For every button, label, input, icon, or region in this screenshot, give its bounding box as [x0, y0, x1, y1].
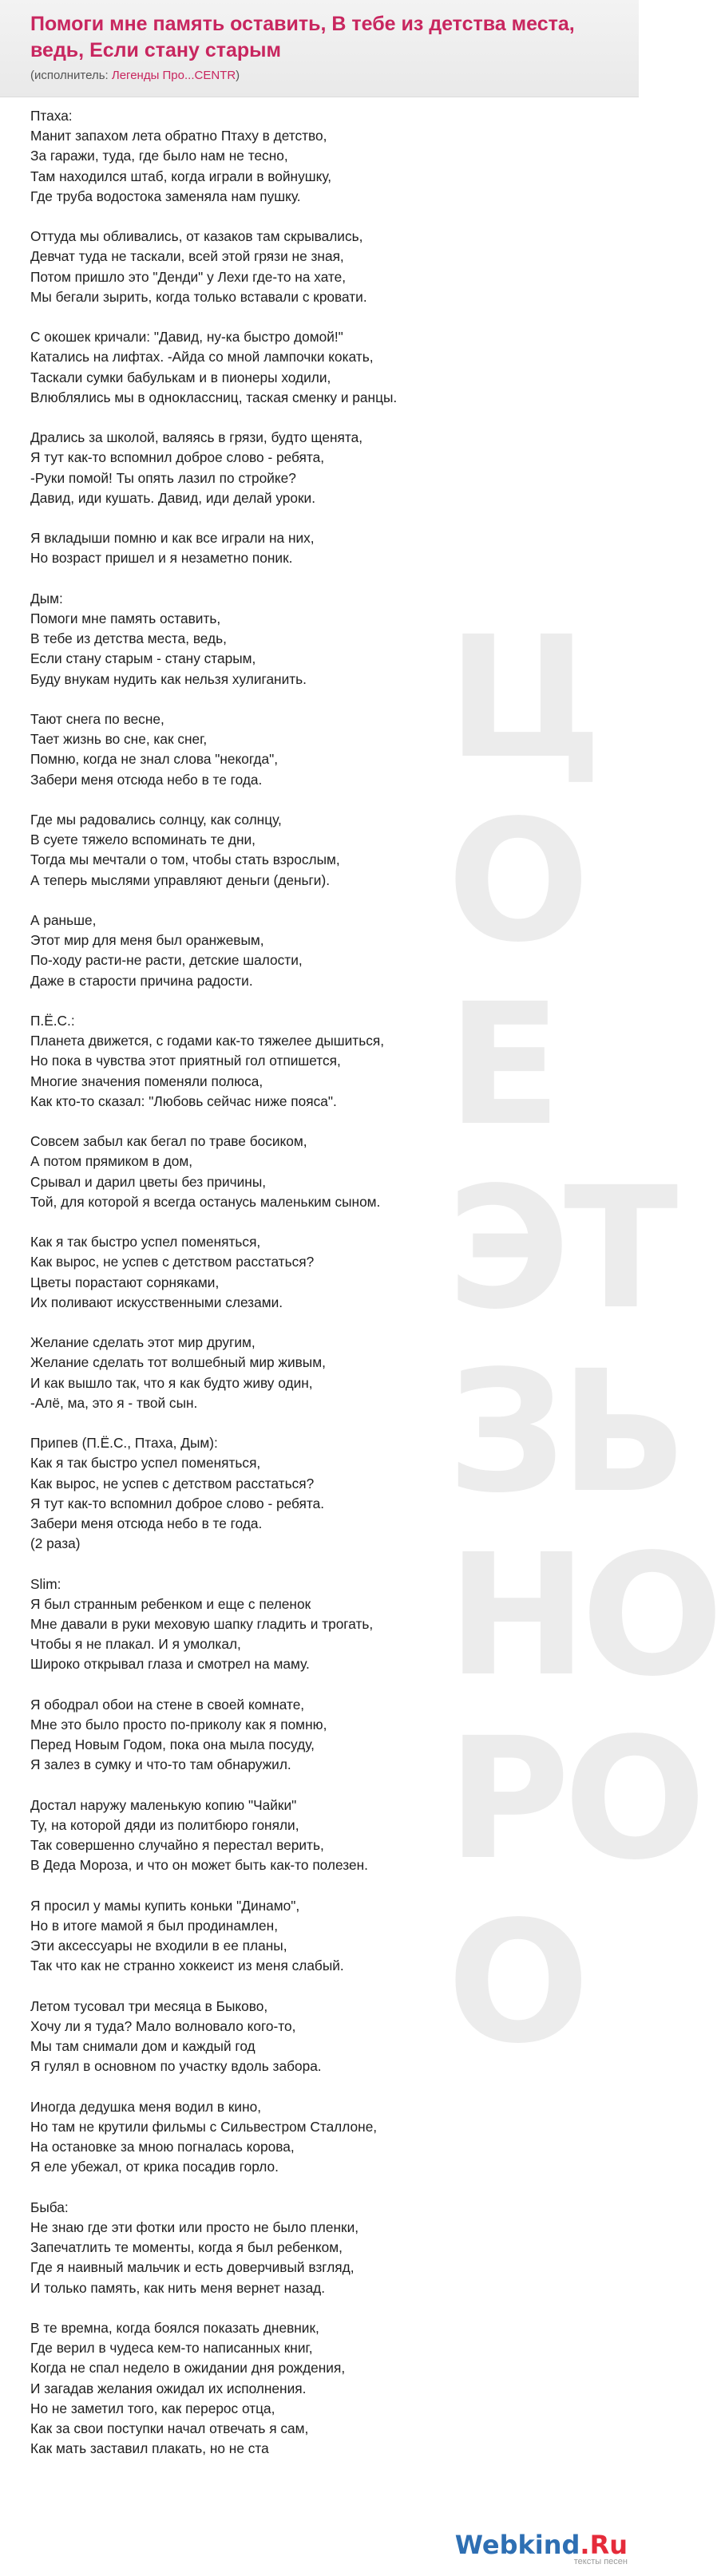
lyric-line: Влюблялись мы в одноклассниц, таская сменку и ранцы. — [30, 389, 398, 405]
lyric-line — [30, 689, 605, 709]
lyric-line: (2 раза) — [30, 1535, 81, 1552]
lyric-line: Манит запахом лета обратно Птаху в детство, — [30, 128, 327, 144]
lyric-line: И только память, как нить меня вернет назад. — [30, 2279, 326, 2296]
lyric-line: Дым: — [30, 590, 63, 606]
lyric-line: Я ободрал обои на стене в своей комнате, — [30, 1696, 305, 1713]
performer-prefix: (исполнитель: — [30, 69, 112, 82]
lyric-line: Я был странным ребенком и еще с пеленок — [30, 1595, 311, 1612]
lyric-line: -Руки помой! Ты опять лазил по стройке? — [30, 469, 296, 486]
lyric-line: Но пока в чувства этот приятный гол отпишется, — [30, 1053, 341, 1069]
lyric-line — [30, 991, 605, 1011]
lyric-line: Забери меня отсюда небо в те года. — [30, 771, 263, 788]
lyric-line: Девчат туда не таскали, всей этой грязи не зная, — [30, 248, 344, 265]
lyric-line: Но там не крутили фильмы с Сильвестром Сталлоне, — [30, 2119, 378, 2135]
lyric-line: Этот мир для меня был оранжевым, — [30, 932, 264, 949]
lyric-line: Цветы порастают сорняками, — [30, 1274, 220, 1290]
performer-line — [30, 69, 608, 82]
lyric-line — [30, 1413, 605, 1433]
lyric-line: Я тут как-то вспомнил доброе слово - ребята, — [30, 449, 325, 466]
lyric-line: Птаха: — [30, 108, 73, 124]
logo-subtitle: тексты песен — [573, 2557, 628, 2566]
lyric-line: А потом прямиком в дом, — [30, 1153, 193, 1170]
lyric-line — [30, 1554, 605, 1574]
lyric-line: Запечатлить те моменты, когда я был ребенком, — [30, 2239, 343, 2256]
lyric-line: Если стану старым - стану старым, — [30, 650, 256, 667]
lyric-line: Чтобы я не плакал. И я умолкал, — [30, 1636, 241, 1653]
logo-tld: .Ru — [580, 2530, 628, 2560]
lyric-line — [30, 1212, 605, 1232]
lyric-line: Но в итоге мамой я был продинамлен, — [30, 1918, 279, 1934]
lyric-line: Той, для которой я всегда останусь маленьким сыном. — [30, 1193, 381, 1210]
lyric-line: Достал наружу маленькую копию "Чайки" — [30, 1796, 297, 1813]
lyric-line: Как я так быстро успел поменяться, — [30, 1455, 261, 1472]
lyric-line: Как мать заставил плакать, но не ста — [30, 2440, 269, 2457]
lyric-line — [30, 1977, 605, 1997]
lyric-line: Так совершенно случайно я перестал верить, — [30, 1837, 324, 1854]
lyric-line — [30, 891, 605, 911]
lyric-line: Как за свои поступки начал отвечать я сам, — [30, 2420, 309, 2437]
lyric-line: По-ходу расти-не расти, детские шалости, — [30, 952, 303, 969]
lyric-line: Катались на лифтах. -Айда со мной лампочки кокать, — [30, 349, 374, 365]
lyric-line: А теперь мыслями управляют деньги (деньги). — [30, 871, 331, 888]
lyric-line — [30, 2298, 605, 2318]
lyric-line: Срывал и дарил цветы без причины, — [30, 1173, 267, 1190]
logo-main: Webkind — [454, 2530, 580, 2560]
lyric-line: Перед Новым Годом, пока она мыла посуду, — [30, 1736, 315, 1753]
lyric-line: С окошек кричали: "Давид, ну-ка быстро домой!" — [30, 329, 343, 346]
lyric-line: Их поливают искусственными слезами. — [30, 1294, 283, 1310]
lyric-line: Мы бегали зырить, когда только вставали с кровати. — [30, 288, 367, 305]
lyric-line: Таскали сумки бабулькам и в пионеры ходили, — [30, 369, 331, 385]
lyric-line — [30, 307, 605, 327]
lyric-line: Мы там снимали дом и каждый год — [30, 2038, 256, 2055]
lyric-line: Я тут как-то вспомнил доброе слово - ребята. — [30, 1495, 325, 1511]
lyric-line — [30, 1776, 605, 1796]
lyric-line: Как вырос, не успев с детством расстаться? — [30, 1254, 315, 1270]
lyric-line: Желание сделать этот мир другим, — [30, 1334, 256, 1351]
lyric-line: Я гулял в основном по участку вдоль забора. — [30, 2058, 322, 2075]
lyric-line: Где я наивный мальчик и есть доверчивый взгляд, — [30, 2259, 355, 2276]
lyric-line: Потом пришло это "Денди" у Лехи где-то на хате, — [30, 268, 347, 285]
lyric-line: Совсем забыл как бегал по траве босиком, — [30, 1133, 307, 1150]
lyric-line — [30, 2077, 605, 2097]
lyric-line: Летом тусовал три месяца в Быково, — [30, 1997, 268, 2014]
lyric-line: Я вкладыши помню и как все играли на них, — [30, 530, 315, 547]
lyric-line: Тают снега по весне, — [30, 711, 164, 727]
lyric-line: Мне это было просто по-приколу как я помню, — [30, 1717, 327, 1733]
lyric-line — [30, 2178, 605, 2198]
lyric-line: В те времна, когда боялся показать дневник, — [30, 2320, 319, 2337]
lyric-line: Даже в старости причина радости. — [30, 972, 253, 989]
lyric-line: И загадав желания ожидал их исполнения. — [30, 2380, 307, 2396]
lyric-line — [30, 569, 605, 589]
lyric-line: Ту, на которой дяди из политбюро гоняли, — [30, 1817, 299, 1834]
lyric-line: Я еле убежал, от крика посадив горло. — [30, 2159, 279, 2175]
lyric-line: Где верил в чудеса кем-то написанных книг, — [30, 2340, 313, 2357]
lyric-line: Так что как не странно хоккеист из меня слабый. — [30, 1958, 344, 1974]
lyric-line: Планета движется, с годами как-то тяжелее дышиться, — [30, 1033, 385, 1049]
lyric-line: Тогда мы мечтали о том, чтобы стать взрослым, — [30, 851, 340, 868]
lyric-line — [30, 207, 605, 227]
lyric-line — [30, 508, 605, 528]
lyric-line — [30, 1313, 605, 1333]
lyric-line: Забери меня отсюда небо в те года. — [30, 1515, 263, 1532]
lyric-line — [30, 1876, 605, 1896]
lyric-line: Припев (П.Ё.С., Птаха, Дым): — [30, 1435, 218, 1452]
lyric-line: Я залез в сумку и что-то там обнаружил. — [30, 1756, 291, 1773]
lyric-line: А раньше, — [30, 912, 97, 928]
lyric-line: Иногда дедушка меня водил в кино, — [30, 2098, 262, 2115]
lyric-line: Где мы радовались солнцу, как солнцу, — [30, 812, 282, 828]
lyric-line: Помоги мне память оставить, — [30, 610, 221, 626]
lyrics-text — [30, 106, 605, 2459]
lyric-line: -Алё, ма, это я - твой сын. — [30, 1394, 198, 1411]
lyric-line: В тебе из детства места, ведь, — [30, 630, 227, 647]
lyric-line: Буду внукам нудить как нельзя хулиганить. — [30, 670, 307, 687]
lyric-line: Как я так быстро успел поменяться, — [30, 1234, 261, 1250]
lyric-line — [30, 790, 605, 810]
lyric-line: Оттуда мы обливались, от казаков там скрывались, — [30, 228, 363, 245]
page-header — [0, 0, 639, 97]
lyric-line: Быба: — [30, 2199, 69, 2215]
lyric-line: Там находился штаб, когда играли в войнушку, — [30, 168, 332, 184]
lyric-line: П.Ё.С.: — [30, 1013, 75, 1029]
lyric-line: Помню, когда не знал слова "некогда", — [30, 751, 279, 768]
lyric-line: Как вырос, не успев с детством расстаться? — [30, 1475, 315, 1491]
lyric-line: Где труба водостока заменяла нам пушку. — [30, 188, 301, 204]
lyric-line: Как кто-то сказал: "Любовь сейчас ниже пояса". — [30, 1092, 337, 1109]
lyric-line: И как вышло так, что я как будто живу один, — [30, 1374, 313, 1391]
lyric-line: На остановке за мною погналась корова, — [30, 2139, 295, 2155]
lyric-line: Широко открывал глаза и смотрел на маму. — [30, 1656, 310, 1673]
lyric-line: Давид, иди кушать. Давид, иди делай уроки. — [30, 489, 316, 506]
lyric-line: Когда не спал недело в ожидании дня рождения, — [30, 2360, 346, 2376]
performer-link[interactable]: Легенды Про...CENTR — [111, 69, 236, 82]
lyric-line — [30, 1675, 605, 1695]
lyric-line: Не знаю где эти фотки или просто не было пленки, — [30, 2219, 359, 2236]
lyric-line: Тает жизнь во сне, как снег, — [30, 731, 208, 748]
lyric-line — [30, 1112, 605, 1132]
lyric-line: За гаражи, туда, где было нам не тесно, — [30, 148, 288, 164]
lyric-line: Slim: — [30, 1575, 61, 1592]
song-title: Помоги мне память оставить, В тебе из детства места, ведь, Если стану старым — [30, 13, 575, 61]
lyric-line: Я просил у мамы купить коньки "Динамо", — [30, 1897, 300, 1914]
lyric-line: В суете тяжело вспоминать те дни, — [30, 832, 256, 848]
lyric-line: Эти аксессуары не входили в ее планы, — [30, 1938, 287, 1954]
lyric-line: Мне давали в руки меховую шапку гладить и трогать, — [30, 1616, 374, 1633]
performer-suffix: ) — [236, 69, 240, 82]
lyric-line: Но не заметил того, как перерос отца, — [30, 2400, 275, 2416]
lyric-line: Дрались за школой, валяясь в грязи, будто щенята, — [30, 429, 362, 446]
lyric-line — [30, 408, 605, 428]
lyric-line: Но возраст пришел и я незаметно поник. — [30, 550, 293, 567]
lyric-line: В Деда Мороза, и что он может быть как-то полезен. — [30, 1857, 368, 1874]
lyric-line: Хочу ли я туда? Мало волновало кого-то, — [30, 2018, 296, 2035]
site-logo[interactable] — [455, 2530, 628, 2566]
lyric-line: Желание сделать тот волшебный мир живым, — [30, 1354, 326, 1371]
lyric-line: Многие значения поменяли полюса, — [30, 1073, 263, 1089]
background-watermark: Ц О Е ЭТ ЗЬ НО РО О — [447, 600, 717, 2080]
